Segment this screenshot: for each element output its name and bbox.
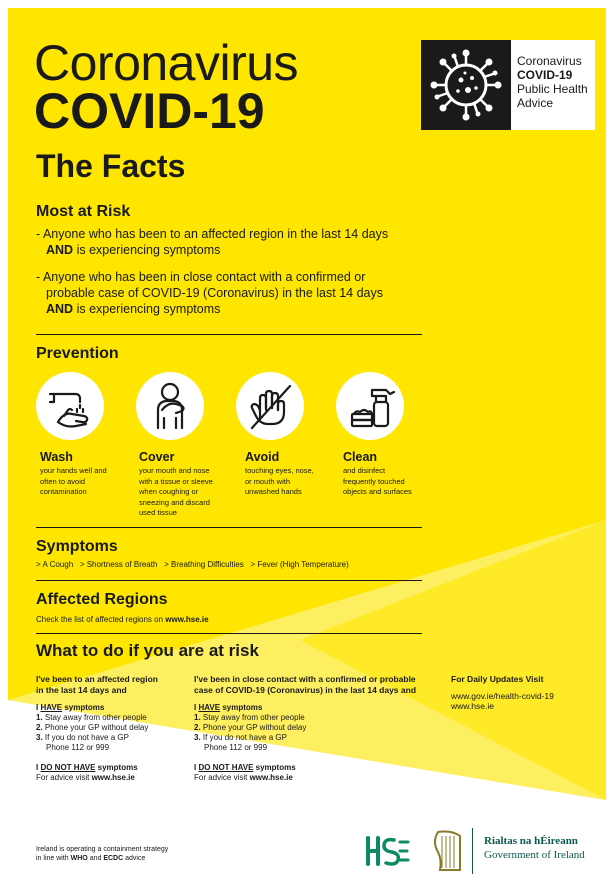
- col1-advice: For advice visit: [36, 773, 92, 782]
- affected-regions-heading: Affected Regions: [36, 591, 168, 608]
- prevention-clean: [343, 450, 433, 498]
- gov-ie-link[interactable]: www.gov.ie/health-covid-19: [451, 690, 554, 701]
- col1-step-2-num: 2.: [36, 723, 43, 732]
- col1-have: HAVE: [40, 703, 63, 712]
- gov-english: Government of Ireland: [484, 849, 585, 861]
- no-touch-icon: [236, 372, 304, 440]
- clean-desc: [343, 466, 433, 498]
- col1-head-line-1: I've been to an affected region: [36, 674, 158, 684]
- footer-ecdc: ECDC: [103, 855, 124, 862]
- avoid-desc-line-1: touching eyes, nose,: [245, 466, 314, 475]
- col2-step-2: Phone your GP without delay: [202, 723, 307, 732]
- prevention-cover: [139, 450, 239, 519]
- risk-bullet-1-line-1: - Anyone who has been to an affected region in the last 14 days: [36, 227, 389, 241]
- harp-emblem-icon: [430, 828, 466, 874]
- symptoms-heading: Symptoms: [36, 538, 118, 555]
- affected-regions-text: [36, 615, 209, 625]
- cough-cover-icon: [136, 372, 204, 440]
- footer-line-1: Ireland is operating a containment strategy: [36, 846, 169, 853]
- col1-phone: Phone 112 or 999: [46, 743, 110, 752]
- risk-bullet-2-line-2: probable case of COVID-19 (Coronavirus) in the last 14 days: [46, 286, 383, 300]
- government-of-ireland: [484, 835, 585, 862]
- logo-line-2: COVID-19: [517, 68, 573, 82]
- col2-head-line-2: case of COVID-19 (Coronavirus) in the last 14 days and: [194, 684, 417, 695]
- col2-step-3: If you do not have a GP: [202, 733, 287, 742]
- risk-bullet-1-rest: is experiencing symptoms: [73, 243, 221, 257]
- cover-desc-line-1: your mouth and nose: [139, 466, 210, 475]
- logo-line-4: Advice: [517, 96, 554, 110]
- footer-line-2-mid: and: [87, 855, 104, 862]
- col1-step-2: Phone your GP without delay: [44, 723, 149, 732]
- avoid-desc-line-2: or mouth with: [245, 476, 291, 486]
- risk-bullet-2-bold: AND: [46, 302, 74, 316]
- risk-bullet-1: [36, 226, 436, 258]
- prevention-avoid: [245, 450, 335, 498]
- cover-desc-line-3: when coughing or: [139, 487, 199, 496]
- most-at-risk-heading: Most at Risk: [36, 203, 131, 220]
- avoid-desc: [245, 466, 335, 498]
- col2-hse-link[interactable]: www.hse.ie: [249, 773, 293, 782]
- daily-updates: [451, 674, 601, 711]
- footer-who: WHO: [70, 855, 88, 862]
- logo-line-1: Coronavirus: [517, 54, 582, 68]
- col1-hse-link[interactable]: www.hse.ie: [91, 773, 135, 782]
- divider: [36, 580, 422, 581]
- risk-bullet-2-rest: is experiencing symptoms: [73, 302, 221, 316]
- logo-line-3: Public Health: [517, 82, 588, 96]
- wash-desc-line-3: contamination: [40, 487, 87, 496]
- cover-desc-line-5: used tissue: [139, 508, 177, 517]
- clean-desc-line-3: objects and surfaces: [343, 487, 412, 496]
- col1-have-post: symptoms: [62, 703, 105, 712]
- symptom-cough: > A Cough: [36, 560, 74, 569]
- footer-text: [36, 845, 168, 863]
- cover-title: Cover: [139, 450, 175, 464]
- risk-bullet-2-line-1: - Anyone who has been in close contact with a confirmed or: [36, 270, 366, 284]
- col2-step-1-num: 1.: [194, 713, 201, 722]
- footer-divider: [472, 828, 473, 874]
- wash-desc-line-2: often to avoid: [40, 476, 86, 486]
- clean-desc-line-1: and disinfect: [343, 466, 386, 475]
- avoid-title: Avoid: [245, 450, 280, 464]
- col2-have: HAVE: [198, 703, 221, 712]
- col1-donot-pre: I: [36, 763, 41, 772]
- col1-step-1-num: 1.: [36, 713, 43, 722]
- col1-head-line-2: in the last 14 days and: [36, 684, 127, 695]
- col1-step-3-num: 3.: [36, 733, 43, 742]
- prevention-heading: Prevention: [36, 345, 119, 362]
- wash-desc-line-1: your hands well and: [40, 466, 107, 475]
- divider: [36, 633, 422, 634]
- footer-line-2-post: advice: [123, 855, 146, 862]
- virus-icon: [421, 40, 511, 130]
- gov-irish: Rialtas na hÉireann: [484, 835, 578, 847]
- col2-donot: DO NOT HAVE: [198, 763, 254, 772]
- col2-head-line-1: I've been in close contact with a confirmed or probable: [194, 674, 416, 684]
- hse-covid-logo: [421, 40, 595, 130]
- symptoms-list: [36, 560, 349, 570]
- hse-logo: [364, 832, 410, 870]
- cover-desc-line-4: sneezing and discard: [139, 497, 210, 507]
- hse-link[interactable]: www.hse.ie: [165, 615, 209, 624]
- what-to-do-col-1: [36, 674, 186, 783]
- cover-desc: [139, 466, 239, 519]
- col2-phone: Phone 112 or 999: [204, 743, 268, 752]
- col1-step-3: If you do not have a GP: [44, 733, 129, 742]
- footer-line-2-pre: in line with: [36, 855, 71, 862]
- daily-updates-heading: For Daily Updates Visit: [451, 674, 544, 684]
- col2-step-3-num: 3.: [194, 733, 201, 742]
- divider: [36, 334, 422, 335]
- clean-title: Clean: [343, 450, 378, 464]
- col2-have-pre: I: [194, 703, 199, 712]
- title-the-facts: The Facts: [36, 148, 186, 184]
- logo-text: [517, 54, 588, 110]
- wash-desc: [40, 466, 130, 498]
- wash-title: Wash: [40, 450, 73, 464]
- symptom-shortness-of-breath: > Shortness of Breath: [79, 560, 158, 569]
- col2-donot-pre: I: [194, 763, 199, 772]
- affected-regions-label: Check the list of affected regions on: [36, 615, 166, 624]
- cleaning-spray-icon: [336, 372, 404, 440]
- risk-bullet-1-bold: AND: [46, 243, 74, 257]
- col2-advice: For advice visit: [194, 773, 250, 782]
- col1-have-pre: I: [36, 703, 41, 712]
- title-coronavirus: Coronavirus: [34, 35, 299, 91]
- what-to-do-heading: What to do if you are at risk: [36, 641, 259, 660]
- cover-desc-line-2: with a tissue or sleeve: [139, 476, 213, 486]
- clean-desc-line-2: frequently touched: [343, 476, 405, 486]
- prevention-wash: [40, 450, 130, 498]
- what-to-do-col-2: [194, 674, 434, 783]
- divider: [36, 527, 422, 528]
- col2-donot-post: symptoms: [253, 763, 296, 772]
- col2-have-post: symptoms: [220, 703, 263, 712]
- title-covid19: COVID-19: [34, 83, 265, 139]
- risk-bullet-2: [36, 269, 436, 317]
- symptom-fever: > Fever (High Temperature): [250, 560, 349, 569]
- handwash-icon: [36, 372, 104, 440]
- col1-donot: DO NOT HAVE: [40, 763, 96, 772]
- col1-step-1: Stay away from other people: [44, 713, 147, 722]
- hse-ie-link[interactable]: www.hse.ie: [451, 700, 494, 711]
- col1-donot-post: symptoms: [95, 763, 138, 772]
- avoid-desc-line-3: unwashed hands: [245, 487, 302, 496]
- col2-step-2-num: 2.: [194, 723, 201, 732]
- col2-step-1: Stay away from other people: [202, 713, 305, 722]
- symptom-breathing-difficulties: > Breathing Difficulties: [164, 560, 244, 569]
